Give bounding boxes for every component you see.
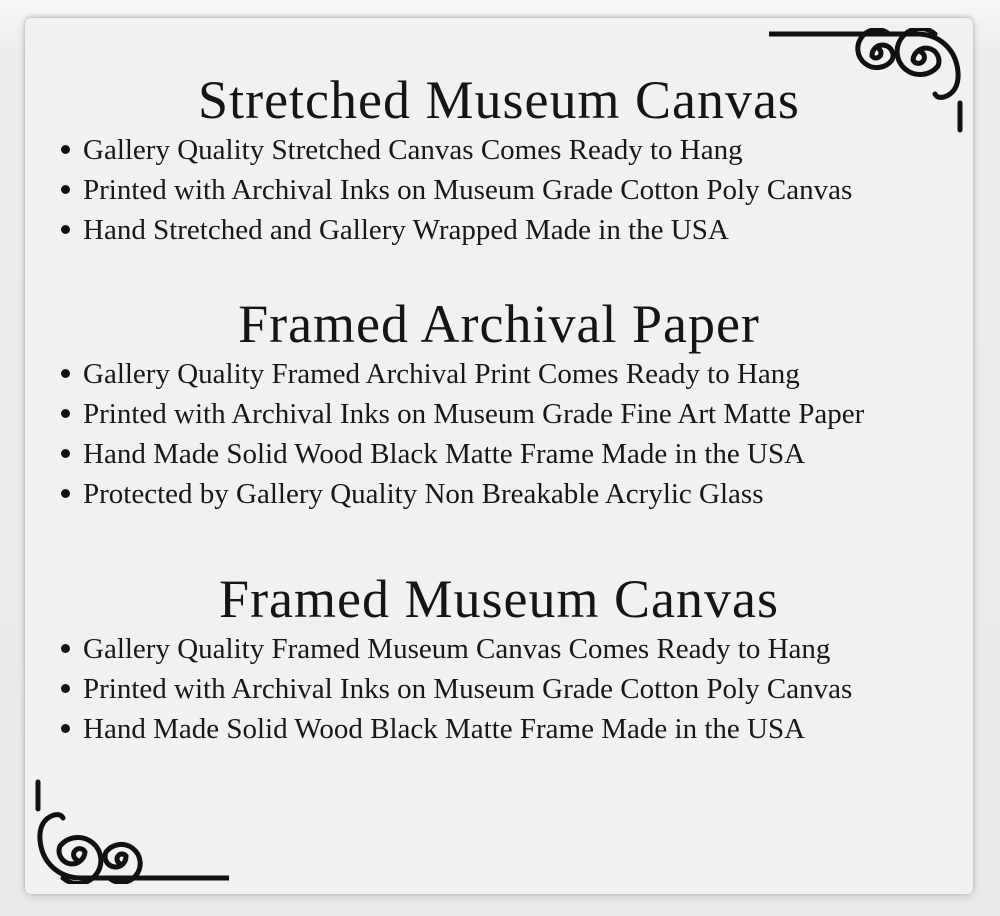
list-item-text: Gallery Quality Framed Museum Canvas Comes Ready to Hang [83,633,831,665]
bullet-dot-icon [61,409,70,418]
bullet-dot-icon [61,185,70,194]
section-title-stretched-museum-canvas: Stretched Museum Canvas [198,70,800,130]
list-item [61,629,973,669]
list-item [61,354,973,394]
list-item-text: Hand Made Solid Wood Black Matte Frame Made in the USA [83,438,806,470]
bullet-dot-icon [61,644,70,653]
bullet-dot-icon [61,145,70,154]
corner-flourish-top-right-icon [769,28,965,134]
list-item-text: Protected by Gallery Quality Non Breakable Acrylic Glass [83,478,764,510]
list-item [61,474,973,514]
list-item [61,434,973,474]
list-item [61,709,973,749]
list-item-text: Printed with Archival Inks on Museum Grade Cotton Poly Canvas [83,174,853,206]
bullet-list-stretched-museum-canvas [25,130,973,250]
list-item [61,394,973,434]
list-item [61,210,973,250]
list-item-text: Printed with Archival Inks on Museum Grade Fine Art Matte Paper [83,398,865,430]
list-item-text: Gallery Quality Stretched Canvas Comes Ready to Hang [83,134,743,166]
list-item-text: Gallery Quality Framed Archival Print Comes Ready to Hang [83,358,800,390]
flourish-corner-arc [769,34,958,97]
bullet-dot-icon [61,684,70,693]
bullet-list-framed-archival-paper [25,354,973,514]
section-title-framed-museum-canvas: Framed Museum Canvas [219,569,779,629]
product-description-card [25,18,973,894]
list-item [61,170,973,210]
bullet-dot-icon [61,489,70,498]
flourish-corner-arc [40,815,229,878]
list-item-text: Hand Stretched and Gallery Wrapped Made in the USA [83,214,729,246]
bullet-dot-icon [61,225,70,234]
list-item-text: Printed with Archival Inks on Museum Grade Cotton Poly Canvas [83,673,853,705]
list-item-text: Hand Made Solid Wood Black Matte Frame Made in the USA [83,713,806,745]
bullet-dot-icon [61,724,70,733]
bullet-dot-icon [61,449,70,458]
section-title-framed-archival-paper: Framed Archival Paper [238,294,760,354]
list-item [61,669,973,709]
bullet-dot-icon [61,369,70,378]
corner-flourish-bottom-left-icon [33,778,229,884]
list-item [61,130,973,170]
bullet-list-framed-museum-canvas [25,629,973,749]
